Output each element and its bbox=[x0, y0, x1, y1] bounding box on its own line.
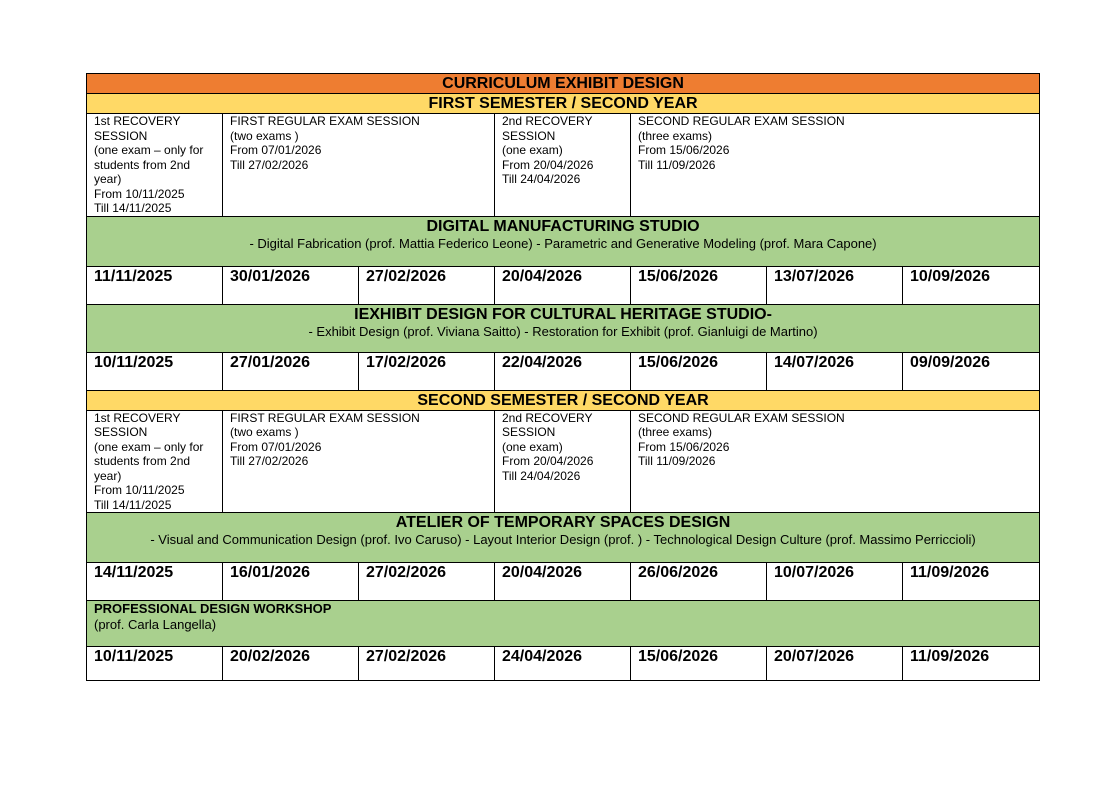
title-row bbox=[87, 74, 1040, 94]
exam-dates-row bbox=[87, 266, 1040, 304]
exam-dates-row bbox=[87, 352, 1040, 390]
recovery-session-2: 2nd RECOVERY SESSION (one exam) From 20/04/2026 Till 24/04/2026 bbox=[495, 410, 631, 513]
exam-date: 10/11/2025 bbox=[87, 647, 223, 681]
exam-date: 20/02/2026 bbox=[223, 647, 359, 681]
exam-date: 15/06/2026 bbox=[631, 352, 767, 390]
exam-date: 16/01/2026 bbox=[223, 563, 359, 601]
exam-date: 20/04/2026 bbox=[495, 266, 631, 304]
exam-date: 20/04/2026 bbox=[495, 563, 631, 601]
course-teachers: (prof. Carla Langella) bbox=[94, 617, 217, 632]
exam-date: 11/09/2026 bbox=[903, 647, 1040, 681]
exam-date: 15/06/2026 bbox=[631, 647, 767, 681]
exam-date: 14/11/2025 bbox=[87, 563, 223, 601]
course-row bbox=[87, 304, 1040, 352]
exam-date: 09/09/2026 bbox=[903, 352, 1040, 390]
recovery-session-2: 2nd RECOVERY SESSION (one exam) From 20/04/2026 Till 24/04/2026 bbox=[495, 114, 631, 217]
exam-date: 15/06/2026 bbox=[631, 266, 767, 304]
exam-date: 17/02/2026 bbox=[359, 352, 495, 390]
course-atelier-temporary-spaces bbox=[87, 513, 1040, 563]
course-row bbox=[87, 216, 1040, 266]
regular-session-1: FIRST REGULAR EXAM SESSION (two exams ) From 07/01/2026 Till 27/02/2026 bbox=[223, 114, 495, 217]
semester-header-row bbox=[87, 94, 1040, 114]
course-professional-design-workshop bbox=[87, 601, 1040, 647]
exam-date: 27/02/2026 bbox=[359, 563, 495, 601]
course-digital-manufacturing bbox=[87, 216, 1040, 266]
semester-header-row bbox=[87, 390, 1040, 410]
course-row bbox=[87, 601, 1040, 647]
course-teachers: - Exhibit Design (prof. Viviana Saitto) - Restoration for Exhibit (prof. Gianluigi de Martino) bbox=[308, 323, 818, 339]
regular-session-2: SECOND REGULAR EXAM SESSION (three exams) From 15/06/2026 Till 11/09/2026 bbox=[631, 410, 1040, 513]
regular-session-2: SECOND REGULAR EXAM SESSION (three exams) From 15/06/2026 Till 11/09/2026 bbox=[631, 114, 1040, 217]
exam-date: 14/07/2026 bbox=[767, 352, 903, 390]
exam-date: 27/01/2026 bbox=[223, 352, 359, 390]
course-name: ATELIER OF TEMPORARY SPACES DESIGN bbox=[395, 514, 731, 531]
course-name: DIGITAL MANUFACTURING STUDIO bbox=[426, 217, 700, 235]
exam-date: 20/07/2026 bbox=[767, 647, 903, 681]
course-name: PROFESSIONAL DESIGN WORKSHOP bbox=[94, 601, 332, 616]
curriculum-table bbox=[86, 73, 1040, 681]
exam-date: 11/11/2025 bbox=[87, 266, 223, 304]
sessions-row bbox=[87, 114, 1040, 217]
exam-dates-row bbox=[87, 563, 1040, 601]
sessions-row bbox=[87, 410, 1040, 513]
course-row bbox=[87, 513, 1040, 563]
exam-date: 13/07/2026 bbox=[767, 266, 903, 304]
exam-date: 30/01/2026 bbox=[223, 266, 359, 304]
exam-date: 10/07/2026 bbox=[767, 563, 903, 601]
course-name: IEXHIBIT DESIGN FOR CULTURAL HERITAGE STUDIO- bbox=[354, 305, 772, 323]
semester-2-header: SECOND SEMESTER / SECOND YEAR bbox=[87, 390, 1040, 410]
exam-date: 10/09/2026 bbox=[903, 266, 1040, 304]
exam-date: 26/06/2026 bbox=[631, 563, 767, 601]
course-teachers: - Digital Fabrication (prof. Mattia Federico Leone) - Parametric and Generative Modeling (prof. Mara Capone) bbox=[249, 235, 877, 251]
exam-date: 22/04/2026 bbox=[495, 352, 631, 390]
course-exhibit-design-cultural-heritage bbox=[87, 304, 1040, 352]
semester-1-header: FIRST SEMESTER / SECOND YEAR bbox=[87, 94, 1040, 114]
exam-date: 10/11/2025 bbox=[87, 352, 223, 390]
exam-date: 27/02/2026 bbox=[359, 266, 495, 304]
recovery-session-1: 1st RECOVERY SESSION (one exam – only for students from 2nd year) From 10/11/2025 Till 14/11/2025 bbox=[87, 114, 223, 217]
regular-session-1: FIRST REGULAR EXAM SESSION (two exams ) From 07/01/2026 Till 27/02/2026 bbox=[223, 410, 495, 513]
exam-date: 27/02/2026 bbox=[359, 647, 495, 681]
course-teachers: - Visual and Communication Design (prof. Ivo Caruso) - Layout Interior Design (prof. ) - Technological Design Culture (prof. Massimo Perriccioli) bbox=[150, 532, 976, 547]
curriculum-title: CURRICULUM EXHIBIT DESIGN bbox=[87, 74, 1040, 94]
exam-date: 24/04/2026 bbox=[495, 647, 631, 681]
exam-dates-row bbox=[87, 647, 1040, 681]
exam-date: 11/09/2026 bbox=[903, 563, 1040, 601]
recovery-session-1: 1st RECOVERY SESSION (one exam – only for students from 2nd year) From 10/11/2025 Till 14/11/2025 bbox=[87, 410, 223, 513]
